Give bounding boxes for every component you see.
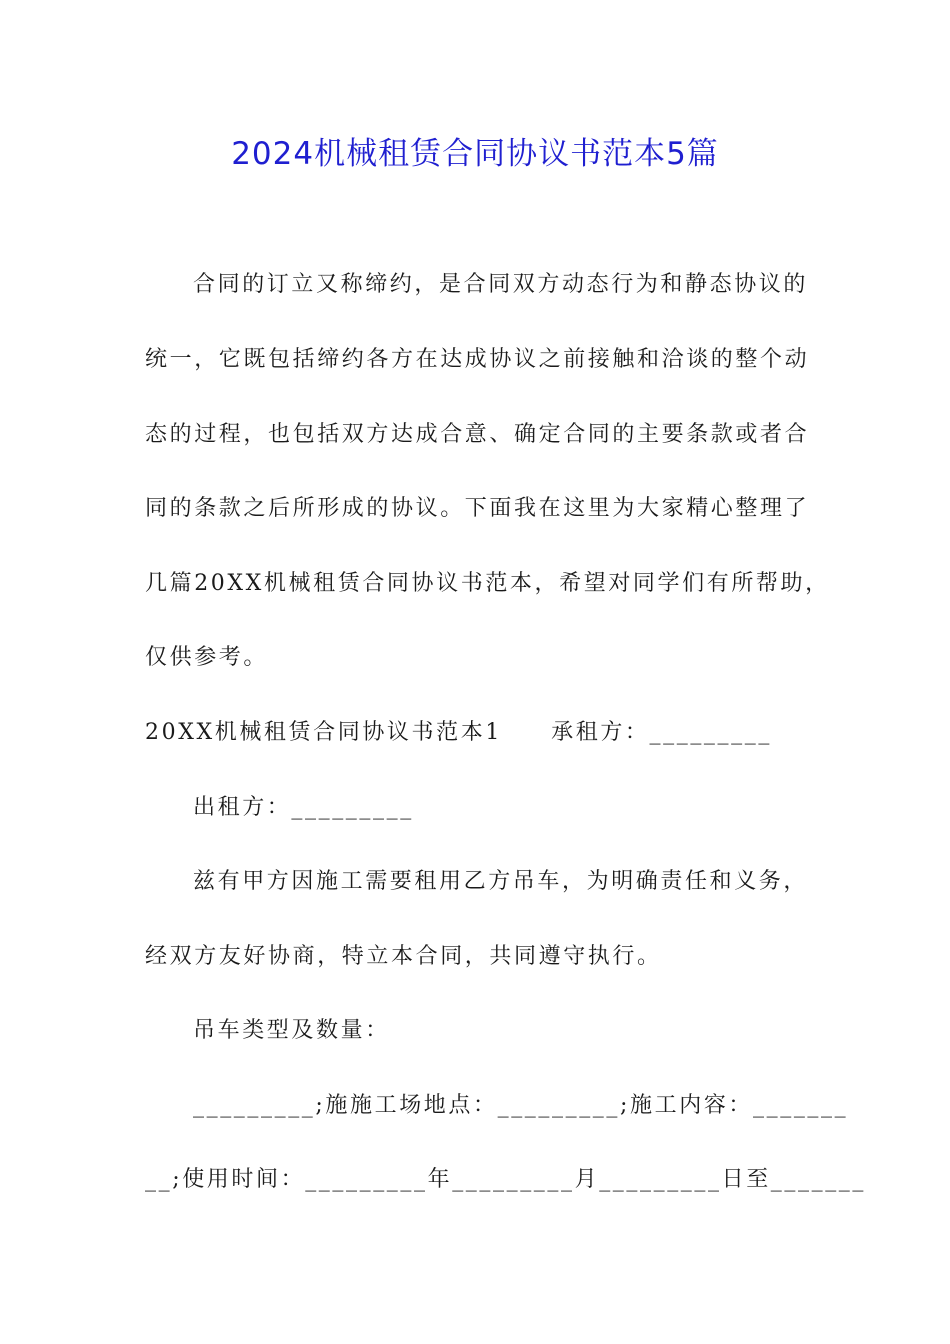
intro-line-4: 同的条款之后所形成的协议。下面我在这里为大家精心整理了 (145, 496, 810, 521)
intro-line-2: 统一，它既包括缔约各方在达成协议之前接触和洽谈的整个动 (145, 347, 810, 372)
crane-type-label: 吊车类型及数量： (193, 1018, 390, 1043)
intro-line-5: 几篇20XX机械租赁合同协议书范本，希望对同学们有所帮助， (145, 571, 830, 596)
section-heading-lessee: 20XX机械租赁合同协议书范本1 承租方：_________ (145, 720, 772, 745)
document-title: 2024机械租赁合同协议书范本5篇 (231, 136, 719, 172)
intro-line-6: 仅供参考。 (145, 645, 269, 670)
usage-time-line: __;使用时间：_________年_________月_________日至_______ (145, 1167, 867, 1192)
intro-line-1: 合同的订立又称缔约，是合同双方动态行为和静态协议的 (193, 272, 809, 297)
body-line-1: 兹有甲方因施工需要租用乙方吊车，为明确责任和义务， (193, 869, 809, 894)
body-line-2: 经双方友好协商，特立本合同，共同遵守执行。 (145, 944, 662, 969)
lessor-line: 出租方：_________ (193, 795, 414, 820)
intro-line-3: 态的过程，也包括双方达成合意、确定合同的主要条款或者合 (145, 422, 810, 447)
site-content-line: _________;施施工场地点：_________;施工内容：_______ (193, 1093, 849, 1118)
